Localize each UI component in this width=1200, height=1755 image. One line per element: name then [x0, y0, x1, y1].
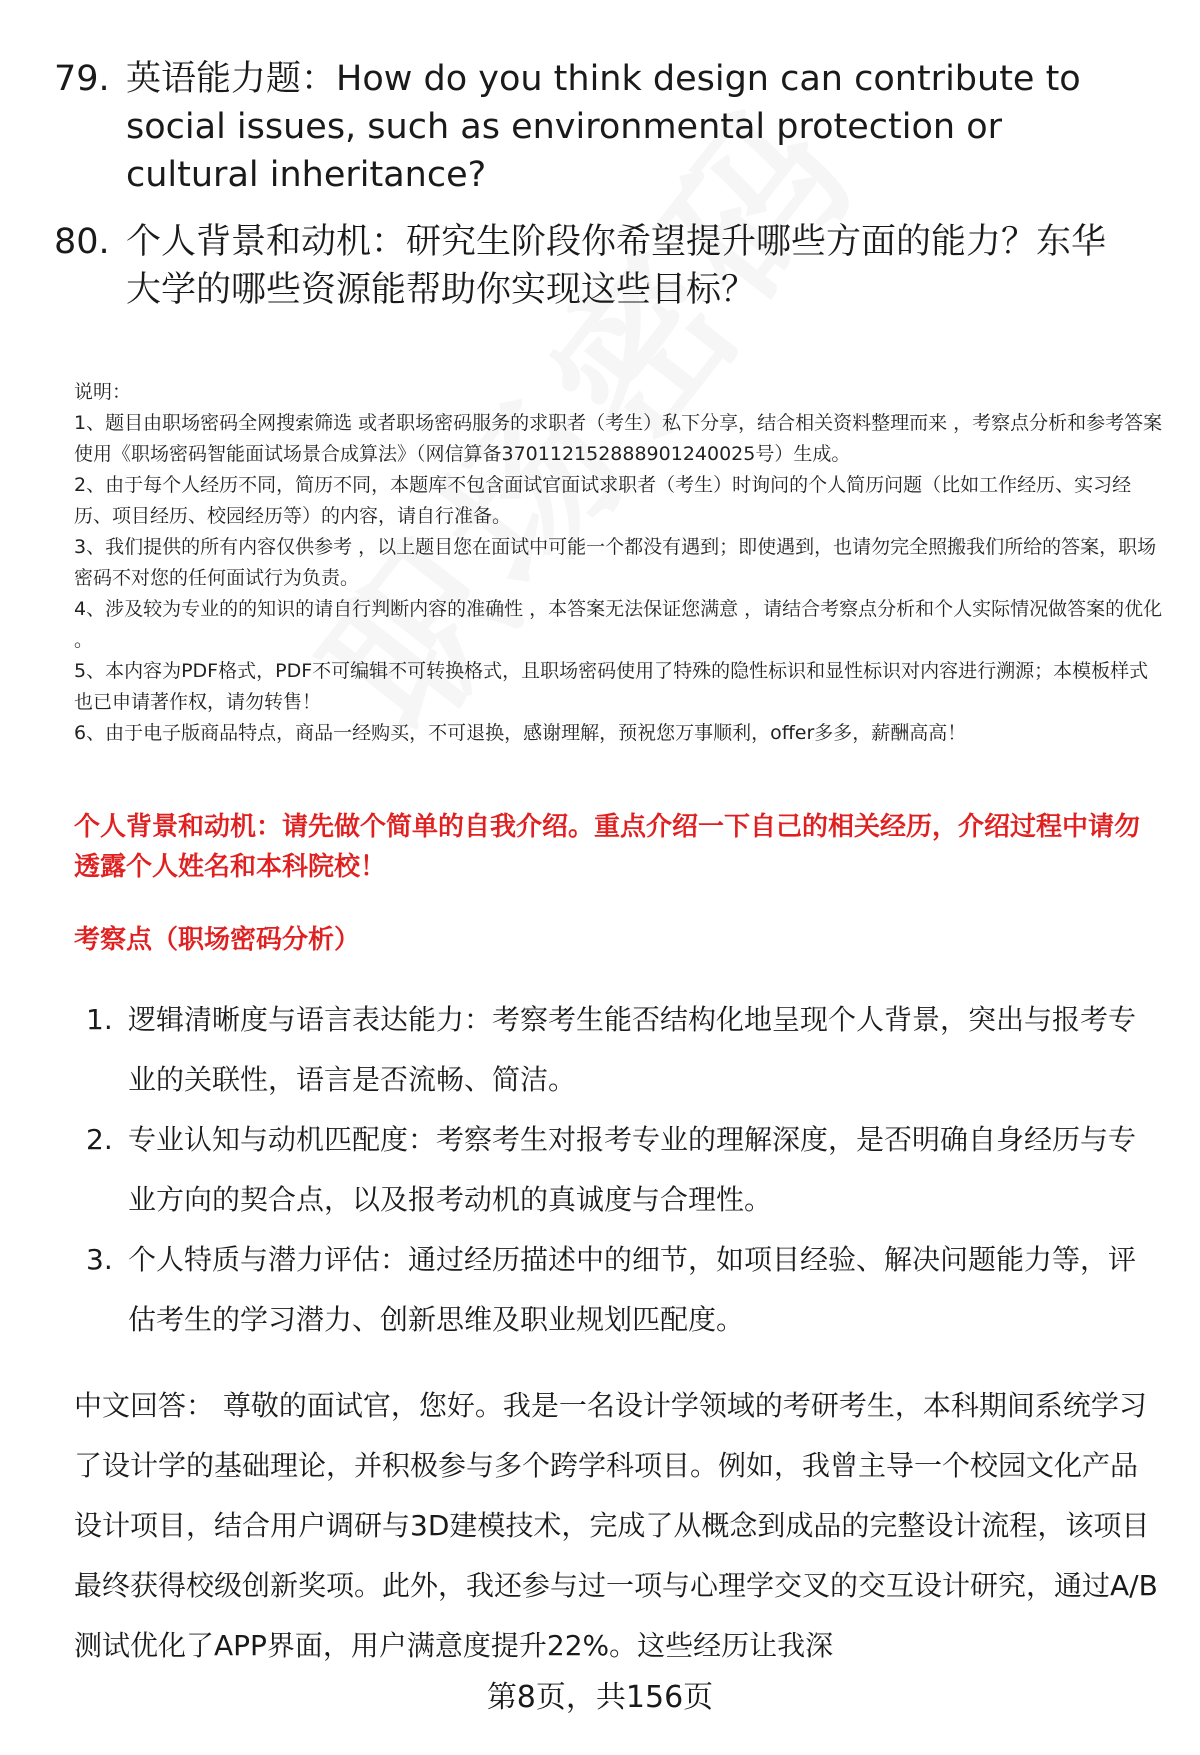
answer-text: 中文回答： 尊敬的面试官，您好。我是一名设计学领域的考研考生，本科期间系统学习了设计学的基础理论，并积极参与多个跨学科项目。例如，我曾主导一个校园文化产品设计项目，结合用户调研与3D建模技术，完成了从概念到成品的完整设计流程，该项目最终获得校级创新奖项。此外，我还参与过一项与心理学交叉的交互设计研究，通过A/B测试优化了APP界面，用户满意度提升22%。这些经历让我深 — [74, 1389, 1158, 1662]
point-number: 3. — [86, 1243, 113, 1276]
point-number: 2. — [86, 1123, 113, 1156]
page-footer: 第8页，共156页 — [486, 1680, 714, 1715]
analysis-point — [86, 1110, 1156, 1230]
note-item: 5、本内容为PDF格式，PDF不可编辑不可转换格式，且职场密码使用了特殊的隐性标识和显性标识对内容进行溯源；本模板样式也已申请著作权，请勿转售！ — [74, 660, 1149, 713]
analysis-point — [86, 1230, 1156, 1350]
point-text: 逻辑清晰度与语言表达能力：考察考生能否结构化地呈现个人背景，突出与报考专业的关联性，语言是否流畅、简洁。 — [128, 1003, 1137, 1096]
question-number: 79. — [54, 59, 110, 99]
question-text: 英语能力题：How do you think design can contribute to social issues, such as environmental protection or cultural inheritance? — [126, 59, 1081, 195]
point-number: 1. — [86, 1003, 113, 1036]
question-text: 个人背景和动机：研究生阶段你希望提升哪些方面的能力？东华大学的哪些资源能帮助你实现这些目标？ — [126, 222, 1107, 310]
notes-title: 说明： — [74, 381, 132, 403]
question-number: 80. — [54, 222, 110, 262]
question-79 — [54, 55, 1154, 199]
analysis-point — [86, 990, 1156, 1110]
highlight-question: 个人背景和动机：请先做个简单的自我介绍。重点介绍一下自己的相关经历，介绍过程中请勿透露个人姓名和本科院校！ — [74, 812, 1141, 882]
point-text: 个人特质与潜力评估：通过经历描述中的细节，如项目经验、解决问题能力等，评估考生的学习潜力、创新思维及职业规划匹配度。 — [128, 1243, 1137, 1336]
note-item: 3、我们提供的所有内容仅供参考 ，以上题目您在面试中可能一个都没有遇到；即使遇到，也请勿完全照搬我们所给的答案，职场密码不对您的任何面试行为负责。 — [74, 536, 1157, 589]
note-item: 2、由于每个人经历不同，简历不同，本题库不包含面试官面试求职者（考生）时询问的个人简历问题（比如工作经历、实习经历、项目经历、校园经历等）的内容，请自行准备。 — [74, 474, 1132, 527]
note-item: 1、题目由职场密码全网搜索筛选 或者职场密码服务的求职者（考生）私下分享，结合相关资料整理而来 ，考察点分析和参考答案使用《职场密码智能面试场景合成算法》（网信算备370112152888901240025号）生成。 — [74, 412, 1163, 465]
analysis-list — [86, 990, 1156, 1350]
analysis-title: 考察点（职场密码分析） — [74, 925, 361, 955]
note-item: 6、由于电子版商品特点，商品一经购买，不可退换，感谢理解，预祝您万事顺利，offer多多，薪酬高高！ — [74, 722, 967, 744]
notes-section — [74, 377, 1164, 749]
note-item: 4、涉及较为专业的的知识的请自行判断内容的准确性 ，本答案无法保证您满意 ，请结合考察点分析和个人实际情况做答案的优化 。 — [74, 598, 1163, 651]
question-80 — [54, 218, 1154, 314]
point-text: 专业认知与动机匹配度：考察考生对报考专业的理解深度，是否明确自身经历与专业方向的契合点，以及报考动机的真诚度与合理性。 — [128, 1123, 1137, 1216]
